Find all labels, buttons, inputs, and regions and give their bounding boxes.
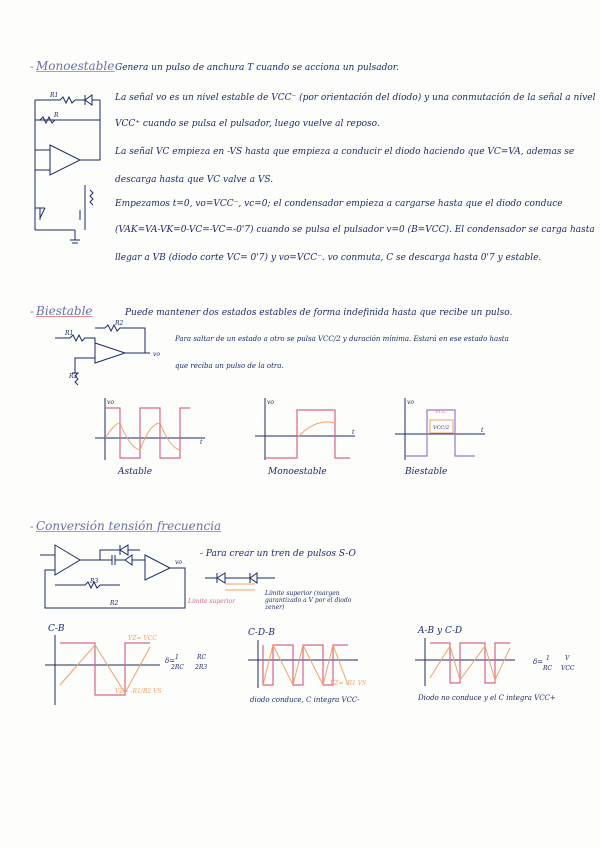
mono-line-5: Empezamos t=0, vo=VCC⁻, vc=0; el condensador empieza a cargarse hasta que el diodo conduce xyxy=(115,199,563,209)
svg-text:1: 1 xyxy=(546,655,550,662)
mono-line-1: La señal vo es un nivel estable de VCC⁻ (por orientación del diodo) y una conmutación de la señal a nivel xyxy=(115,93,596,103)
graph-cb-top: VZ= VCC xyxy=(128,635,157,642)
svg-text:RC: RC xyxy=(197,654,207,661)
graph-monoestable xyxy=(255,398,365,466)
svg-text:t: t xyxy=(352,429,355,436)
monoestable-circuit xyxy=(30,90,110,250)
section-title-conversion: Conversión tensión frecuencia xyxy=(36,519,222,533)
graph-abcd-note: Diodo no conduce y el C integra VCC+ xyxy=(418,694,556,702)
svg-text:R2: R2 xyxy=(110,600,119,607)
svg-text:vo: vo xyxy=(107,399,115,406)
svg-text:R3: R3 xyxy=(69,373,78,380)
section-intro: Genera un pulso de anchura T cuando se acciona un pulsador. xyxy=(115,63,399,73)
svg-text:R1: R1 xyxy=(65,330,74,337)
mono-line-2: VCC⁺ cuando se pulsa el pulsador, luego vuelve al reposo. xyxy=(115,119,380,129)
label-r: R xyxy=(54,112,59,119)
svg-text:R3: R3 xyxy=(90,578,99,585)
bullet-dash: - xyxy=(30,520,34,533)
label-r1: R1 xyxy=(50,92,59,99)
bullet-dash: - xyxy=(30,305,34,318)
graph-cdb-note: diodo conduce, C integra VCC- xyxy=(250,696,360,704)
svg-text:vo: vo xyxy=(175,559,183,566)
graph-cdb-title: C-D-B xyxy=(248,628,275,638)
svg-text:t: t xyxy=(481,427,484,434)
svg-text:2RC: 2RC xyxy=(171,664,184,671)
zener-label-left: Límite superior xyxy=(188,598,235,605)
graph-biestable xyxy=(395,398,495,466)
caption-biestable: Biestable xyxy=(405,467,448,477)
graph-cb-title: C-B xyxy=(48,624,65,634)
svg-text:δ=: δ= xyxy=(165,657,176,665)
bullet-dash: - xyxy=(30,60,34,73)
caption-astable: Astable xyxy=(118,467,153,477)
graph-cb xyxy=(45,635,230,710)
graph-abcd-title: A-B y C-D xyxy=(418,626,463,636)
bi-intro: Puede mantener dos estados estables de forma indefinida hasta que recibe un pulso. xyxy=(125,308,513,318)
biestable-circuit xyxy=(45,318,175,398)
svg-text:2R3: 2R3 xyxy=(195,664,208,671)
bi-line-2: que reciba un pulso de la otra. xyxy=(175,362,284,370)
conversion-circuit xyxy=(40,540,190,615)
svg-text:VCC/2: VCC/2 xyxy=(433,425,450,431)
bi-line-1: Para saltar de un estado a otro se pulsa VCC/2 y duración mínima. Estará en ese estado hasta xyxy=(175,335,509,343)
mono-line-6: (VAK=VA-VK=0-VC=-VC=-0'7) cuando se pulsa el pulsador v=0 (B=VCC). El condensador se carga hasta xyxy=(115,225,595,235)
graph-cdb-label: VZ= -R1 VS xyxy=(330,680,367,687)
svg-text:R2: R2 xyxy=(115,320,124,327)
zener-label-right: Límite superior (margen garantizado a V por el diodo zener) xyxy=(265,590,352,611)
graph-cb-bottom: VZ= -R1/R2 VS xyxy=(115,688,162,695)
svg-text:RC: RC xyxy=(543,665,553,672)
svg-text:δ=: δ= xyxy=(533,658,544,666)
section-title-monoestable: Monoestable xyxy=(36,59,115,73)
section-title-biestable: Biestable xyxy=(36,304,93,318)
caption-monoestable: Monoestable xyxy=(268,467,327,477)
svg-text:vo: vo xyxy=(153,351,161,358)
svg-text:vo: vo xyxy=(407,399,415,406)
mono-line-7: llegar a VB (diodo corte VC= 0'7) y vo=VCC⁻. vo conmuta, C se descarga hasta 0'7 y estable. xyxy=(115,253,542,263)
mono-line-3: La señal VC empieza en -VS hasta que empieza a conducir el diodo haciendo que VC=VA, ademas se xyxy=(115,147,575,157)
svg-text:VCC: VCC xyxy=(561,665,575,672)
svg-text:vo: vo xyxy=(267,399,275,406)
conv-bullet: - Para crear un tren de pulsos S-O xyxy=(200,549,356,559)
graph-astable xyxy=(95,398,210,466)
svg-text:VCC: VCC xyxy=(435,409,447,415)
mono-line-4: descarga hasta que VC valve a VS. xyxy=(115,175,274,185)
svg-text:t: t xyxy=(200,439,203,446)
graph-abcd xyxy=(415,638,585,688)
svg-text:1: 1 xyxy=(175,654,179,661)
svg-text:V: V xyxy=(565,655,570,662)
